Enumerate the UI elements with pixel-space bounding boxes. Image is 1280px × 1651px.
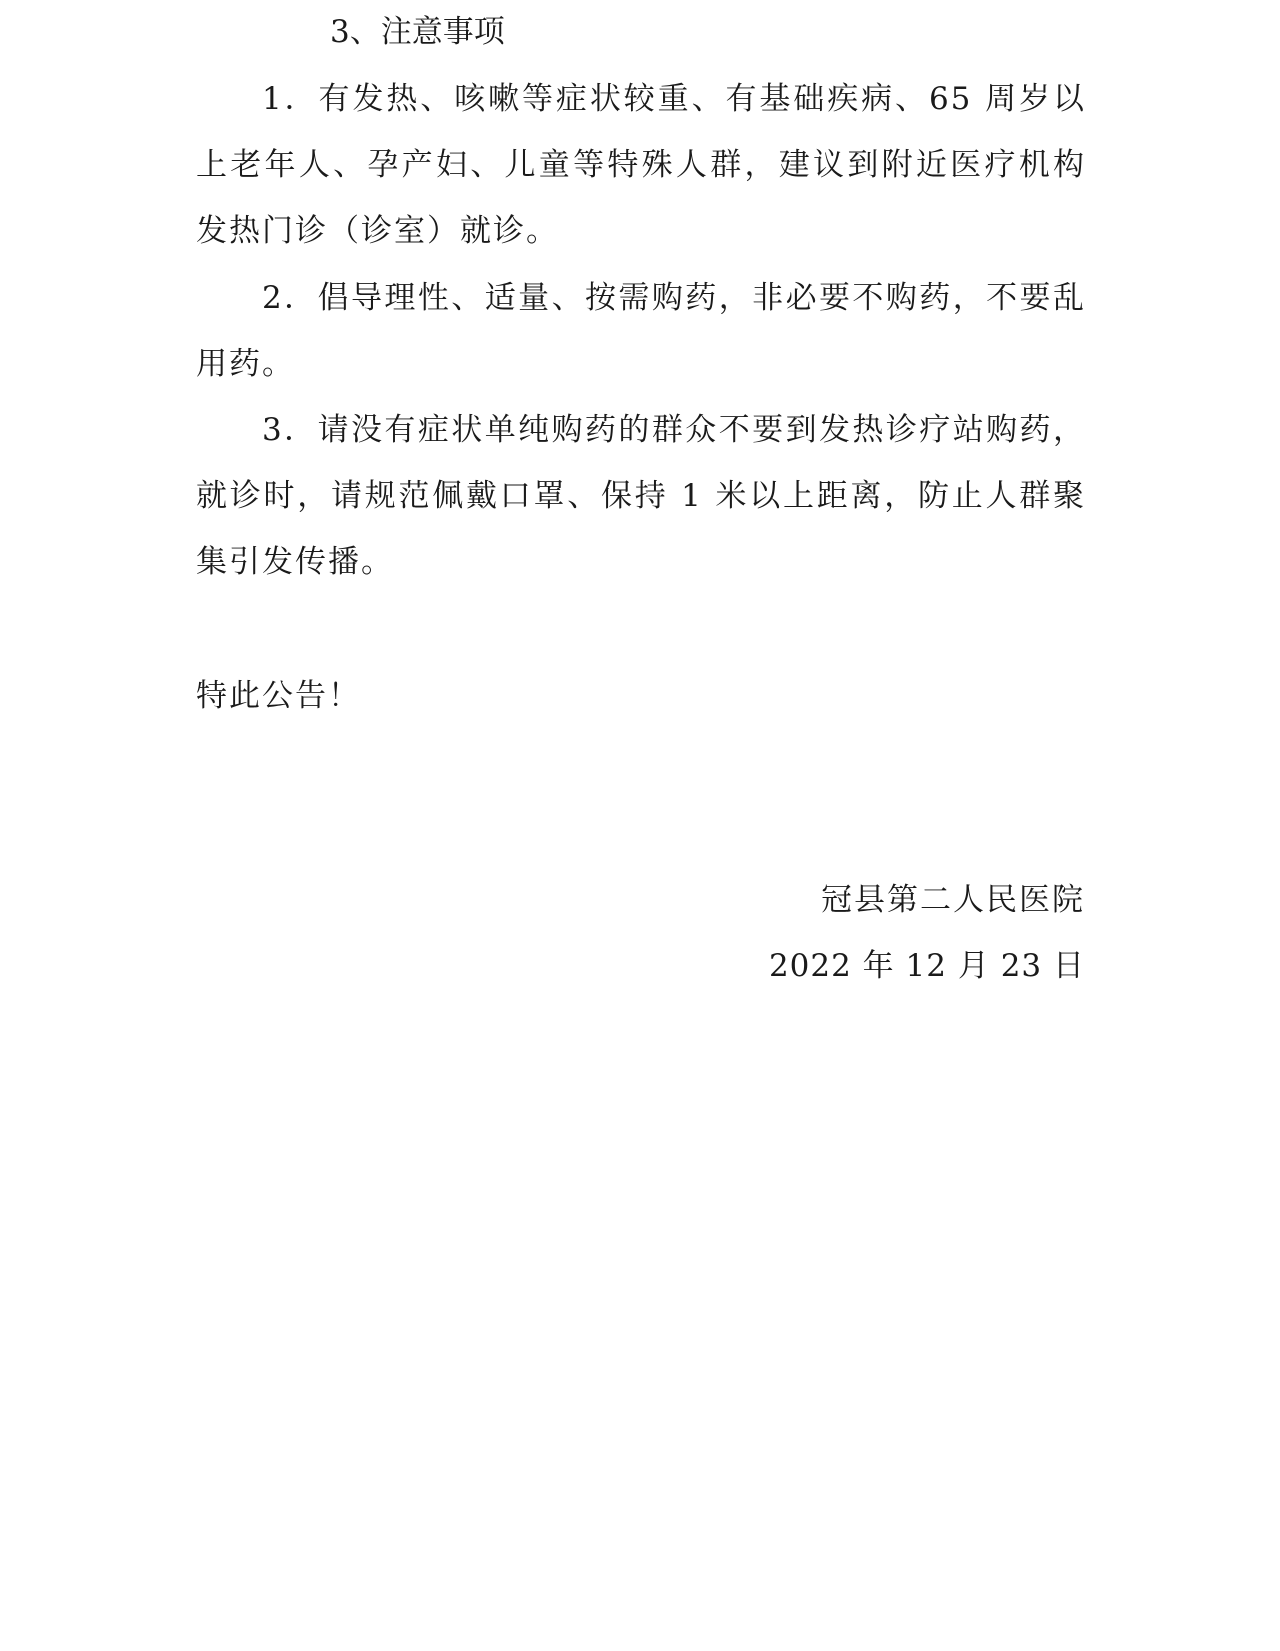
signature-date: 2022 年 12 月 23 日	[768, 948, 1085, 984]
notice-item-2: 2．倡导理性、适量、按需购药，非必要不购药，不要乱用药。	[196, 280, 1086, 382]
notice-item-3: 3．请没有症状单纯购药的群众不要到发热诊疗站购药，就诊时，请规范佩戴口罩、保持 1 米以上距离，防止人群聚集引发传播。	[196, 412, 1086, 580]
closing-statement: 特此公告！	[196, 678, 361, 714]
signature-organization: 冠县第二人民医院	[821, 882, 1085, 918]
section-heading: 3、注意事项	[330, 14, 505, 50]
notice-item-1: 1．有发热、咳嗽等症状较重、有基础疾病、65 周岁以上老年人、孕产妇、儿童等特殊人群，建议到附近医疗机构发热门诊（诊室）就诊。	[196, 81, 1086, 249]
